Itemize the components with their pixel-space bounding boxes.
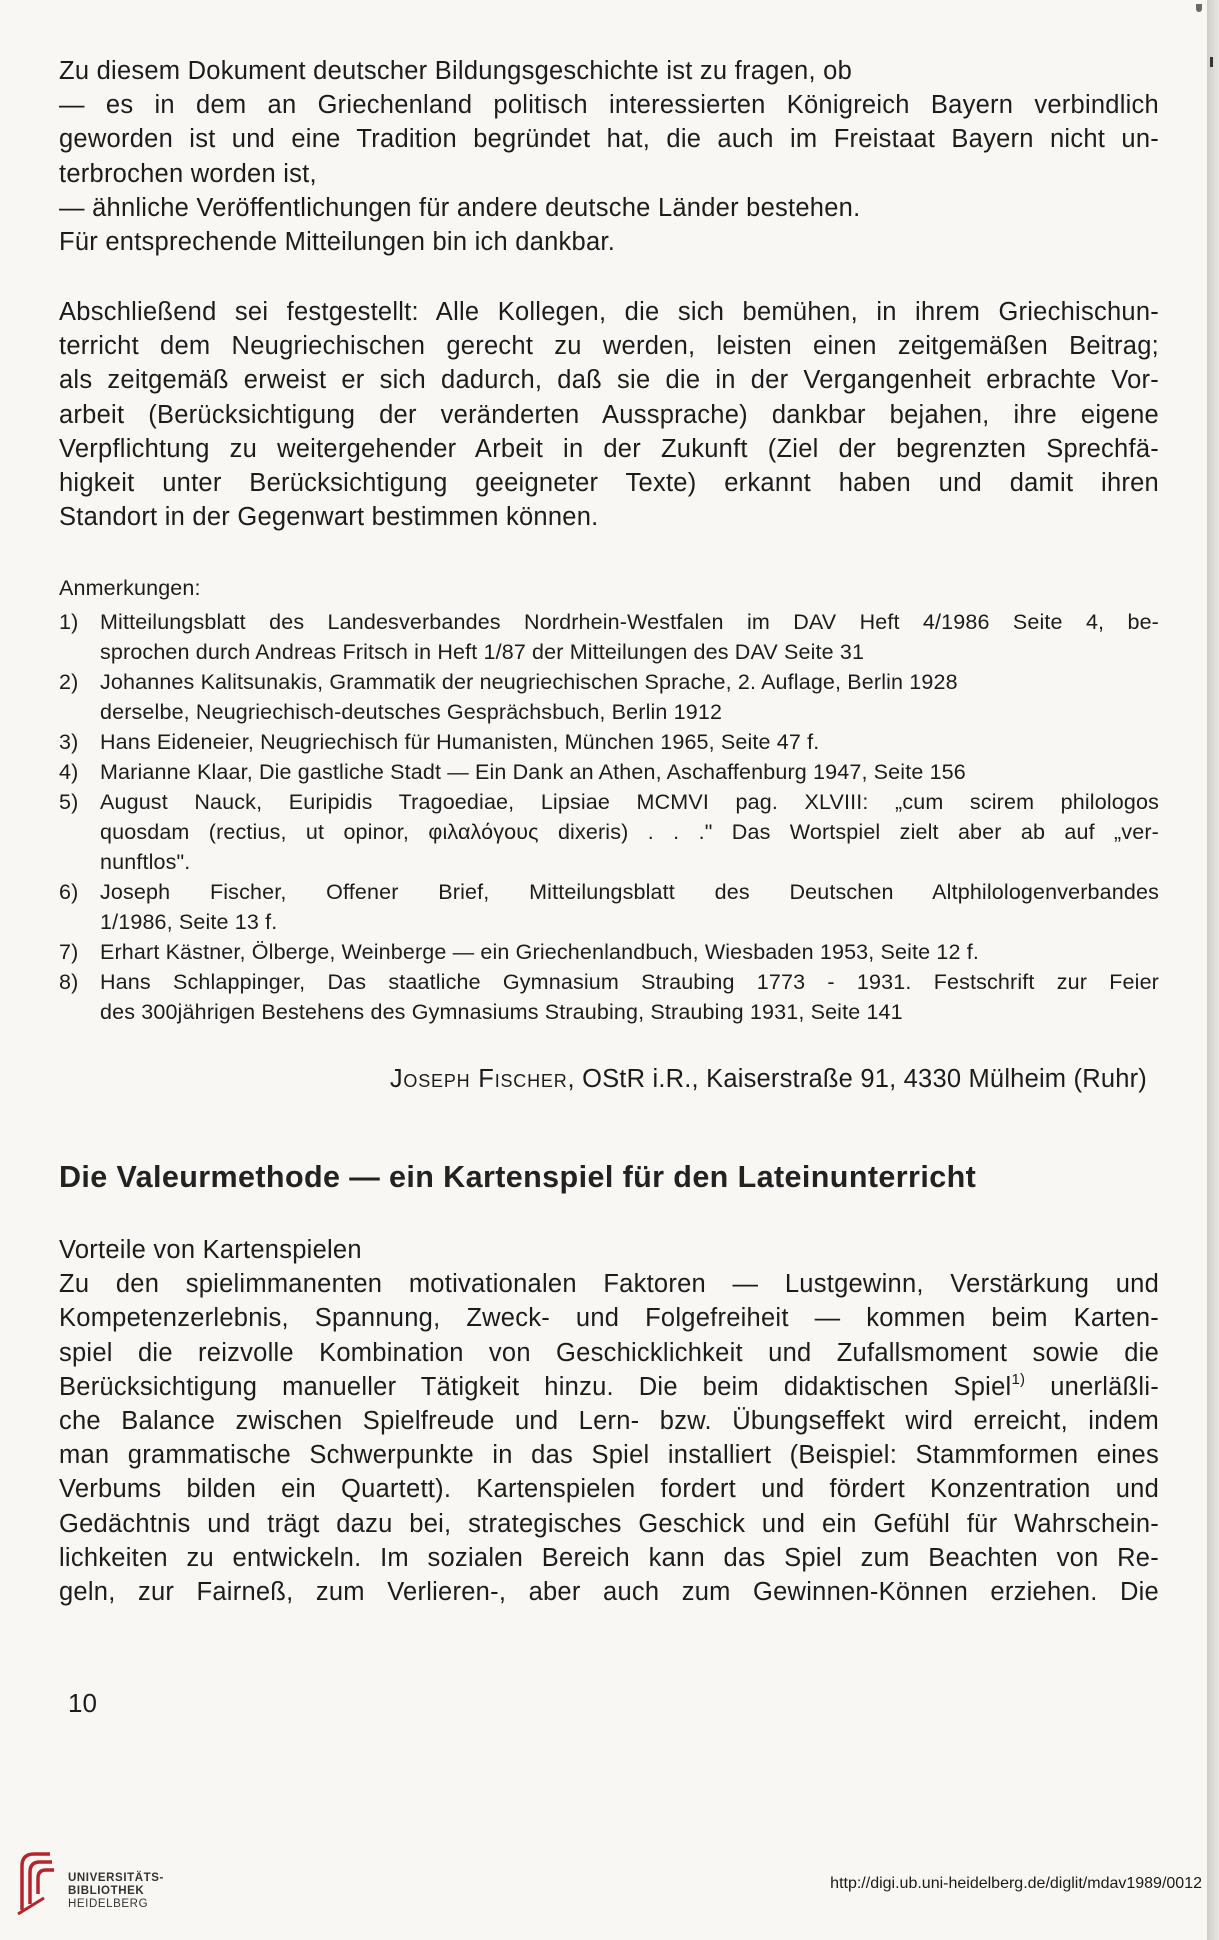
footnotes xyxy=(59,573,1159,1027)
page-edge xyxy=(1207,0,1219,1940)
paragraph-conclusion xyxy=(59,295,1159,534)
author-name: Joseph Fischer xyxy=(389,1065,568,1093)
text-line: Für entsprechende Mitteilungen bin ich dankbar. xyxy=(59,228,616,257)
footnote-line: sprochen durch Andreas Fritsch in Heft 1/87 der Mitteilungen des DAV Seite 31 xyxy=(100,640,865,664)
footnote-1 xyxy=(59,607,1159,667)
page-number: 10 xyxy=(68,1688,97,1718)
text-segment: Berücksichtigung manueller Tätigkeit hinzu. Die beim didaktischen Spiel xyxy=(59,1372,1012,1401)
text-line: higkeit unter Berücksichtigung geeigneter Texte) erkannt haben und damit ihren xyxy=(59,469,1159,498)
text-segment: unerläßli- xyxy=(1025,1372,1159,1401)
library-logo-icon xyxy=(14,1846,58,1916)
paragraph-questions xyxy=(59,54,1159,259)
text-line: Abschließend sei festgestellt: Alle Kollegen, die sich bemühen, in ihrem Griechischun- xyxy=(59,298,1159,326)
text-line: Standort in der Gegenwart bestimmen können. xyxy=(59,503,599,532)
scan-mark xyxy=(1196,4,1202,12)
author-signature xyxy=(390,1065,1147,1094)
library-footer xyxy=(0,1832,1207,1940)
footnote-number: 1) xyxy=(59,610,79,634)
text-line: geworden ist und eine Tradition begründet hat, die auch im Freistaat Bayern nicht un- xyxy=(59,125,1159,154)
text-line: als zeitgemäß erweist er sich dadurch, daß sie die in der Vergangenheit erbrachte Vor- xyxy=(59,366,1159,395)
text-line: Gedächtnis und trägt dazu bei, strategisches Geschick und ein Gefühl für Wahrschein- xyxy=(59,1509,1159,1538)
footnote-reference: 1) xyxy=(1011,1370,1026,1388)
text-line: — ähnliche Veröffentlichungen für andere deutsche Länder bestehen. xyxy=(59,193,861,222)
notes-heading: Anmerkungen: xyxy=(59,576,201,600)
text-line: che Balance zwischen Spielfreude und Lern- bzw. Übungseffekt wird erreicht, indem xyxy=(59,1407,1159,1436)
footnote-number: 7) xyxy=(59,940,79,964)
footnote-8 xyxy=(59,967,1159,1027)
footnote-number: 6) xyxy=(59,880,79,904)
footnote-line: Hans Schlappinger, Das staatliche Gymnasium Straubing 1773 - 1931. Festschrift zur Feier xyxy=(100,970,1159,994)
footnote-line: 1/1986, Seite 13 f. xyxy=(100,910,278,934)
text-line: spiel die reizvolle Kombination von Geschicklichkeit und Zufallsmoment sowie die xyxy=(59,1338,1159,1367)
author-address: , OStR i.R., Kaiserstraße 91, 4330 Mülheim (Ruhr) xyxy=(567,1065,1147,1093)
footnote-line: Marianne Klaar, Die gastliche Stadt — Ein Dank an Athen, Aschaffenburg 1947, Seite 156 xyxy=(100,760,966,784)
library-name-line: HEIDELBERG xyxy=(68,1898,149,1910)
footnote-line: des 300jährigen Bestehens des Gymnasiums Straubing, Straubing 1931, Seite 141 xyxy=(100,1000,903,1024)
paragraph-card-games xyxy=(59,1233,1159,1609)
footnote-6 xyxy=(59,877,1159,937)
section-title: Die Valeurmethode — ein Kartenspiel für den Lateinunterricht xyxy=(59,1160,977,1194)
library-name xyxy=(68,1872,164,1911)
footnote-line: derselbe, Neugriechisch-deutsches Gesprächsbuch, Berlin 1912 xyxy=(100,700,723,724)
subheading: Vorteile von Kartenspielen xyxy=(59,1236,362,1264)
footnote-number: 5) xyxy=(59,790,79,814)
text-line: geln, zur Fairneß, zum Verlieren-, aber auch zum Gewinnen-Können erziehen. Die xyxy=(59,1578,1159,1607)
footnote-line: nunftlos". xyxy=(100,850,191,874)
text-line: man grammatische Schwerpunkte in das Spiel installiert (Beispiel: Stammformen eines xyxy=(59,1441,1159,1470)
footnote-line: quosdam (rectius, ut opinor, φιλαλόγους dixeris) . . ." Das Wortspiel zielt aber ab auf „ver- xyxy=(100,820,1159,844)
text-line: Verbums bilden ein Quartett). Kartenspielen fordert und fördert Konzentration und xyxy=(59,1475,1159,1504)
footnote-line: Mitteilungsblatt des Landesverbandes Nordrhein-Westfalen im DAV Heft 4/1986 Seite 4, be- xyxy=(100,610,1159,634)
footnote-7 xyxy=(59,937,1159,967)
text-line: arbeit (Berücksichtigung der veränderten Aussprache) dankbar bejahen, ihre eigene xyxy=(59,400,1159,429)
text-line: — es in dem an Griechenland politisch interessierten Königreich Bayern verbindlich xyxy=(59,91,1159,120)
footnote-line: August Nauck, Euripidis Tragoediae, Lipsiae MCMVI pag. XLVIII: „cum scirem philologos xyxy=(100,790,1159,814)
text-line: Zu den spielimmanenten motivationalen Faktoren — Lustgewinn, Verstärkung und xyxy=(59,1270,1159,1299)
library-name-line: BIBLIOTHEK xyxy=(68,1885,145,1897)
footnote-4 xyxy=(59,757,1159,787)
text-line: Kompetenzerlebnis, Spannung, Zweck- und Folgefreiheit — kommen beim Karten- xyxy=(59,1304,1159,1333)
footnote-number: 2) xyxy=(59,670,79,694)
footnote-3 xyxy=(59,727,1159,757)
text-line: Verpflichtung zu weitergehender Arbeit in der Zukunft (Ziel der begrenzten Sprechfä- xyxy=(59,434,1159,463)
footnote-line: Hans Eideneier, Neugriechisch für Humanisten, München 1965, Seite 47 f. xyxy=(100,730,820,754)
footnote-number: 8) xyxy=(59,970,79,994)
footnote-number: 3) xyxy=(59,730,79,754)
text-line: Zu diesem Dokument deutscher Bildungsgeschichte ist zu fragen, ob xyxy=(59,57,853,85)
margin-mark xyxy=(1210,57,1213,67)
text-line-with-footnote xyxy=(59,1370,1159,1404)
footnote-number: 4) xyxy=(59,760,79,784)
footnote-line: Johannes Kalitsunakis, Grammatik der neugriechischen Sprache, 2. Auflage, Berlin 1928 xyxy=(100,670,958,694)
library-name-line: UNIVERSITÄTS- xyxy=(68,1872,164,1884)
footnote-5 xyxy=(59,787,1159,877)
source-url-link[interactable]: http://digi.ub.uni-heidelberg.de/diglit/mdav1989/0012 xyxy=(830,1875,1202,1892)
text-line: terbrochen worden ist, xyxy=(59,159,317,188)
footnote-2 xyxy=(59,667,1159,727)
text-line: lichkeiten zu entwickeln. Im sozialen Bereich kann das Spiel zum Beachten von Re- xyxy=(59,1543,1159,1572)
footnote-line: Erhart Kästner, Ölberge, Weinberge — ein Griechenlandbuch, Wiesbaden 1953, Seite 12 f. xyxy=(100,940,979,964)
footnote-line: Joseph Fischer, Offener Brief, Mitteilungsblatt des Deutschen Altphilologenverbandes xyxy=(100,880,1159,904)
text-line: terricht dem Neugriechischen gerecht zu werden, leisten einen zeitgemäßen Beitrag; xyxy=(59,332,1159,361)
